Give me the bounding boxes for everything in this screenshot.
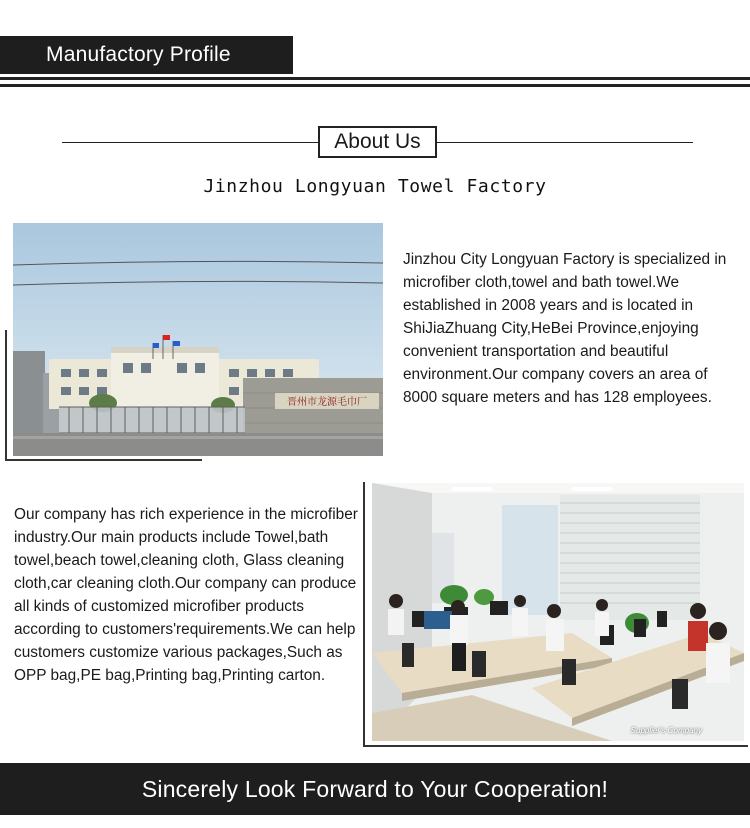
section-title: Manufactory Profile (46, 43, 231, 66)
photo-frame-horizontal (5, 459, 202, 461)
photo-watermark: Supplier's Company (630, 726, 702, 735)
closing-message: Sincerely Look Forward to Your Cooperation! (141, 776, 609, 802)
office-frame-horizontal (363, 745, 748, 747)
office-frame-vertical (363, 482, 365, 746)
header-divider-bottom (0, 84, 750, 87)
office-interior-photo (372, 483, 744, 741)
about-divider-left (62, 142, 318, 143)
factory-name: Jinzhou Longyuan Towel Factory (203, 176, 547, 197)
photo-frame-vertical (5, 330, 7, 460)
factory-exterior-photo (13, 223, 383, 456)
about-heading: About Us (318, 126, 437, 158)
gate-sign-text: 晋州市龙源毛巾厂 (287, 397, 367, 408)
closing-banner (0, 763, 750, 815)
about-divider-right (437, 142, 693, 143)
company-intro-paragraph: Jinzhou City Longyuan Factory is specialized in microfiber cloth,towel and bath towel.We established in 2008 years and is located in ShiJiaZhuang City,HeBei Province,enjoying convenient transportation and beautiful environment.Our company covers an area of 8000 square meters and has 128 employees. (403, 251, 727, 406)
header-divider-top (0, 77, 750, 80)
section-title-bar (0, 36, 293, 74)
company-experience-paragraph: Our company has rich experience in the microfiber industry.Our main products include Towel,bath towel,beach towel,cleaning cloth, Glass cleaning cloth,car cleaning cloth.Our company can produce all kinds of customized microfiber products according to customers'requirements.We can help customers customize various packages,Such as OPP bag,PE bag,Printing bag,Printing carton. (14, 506, 358, 684)
